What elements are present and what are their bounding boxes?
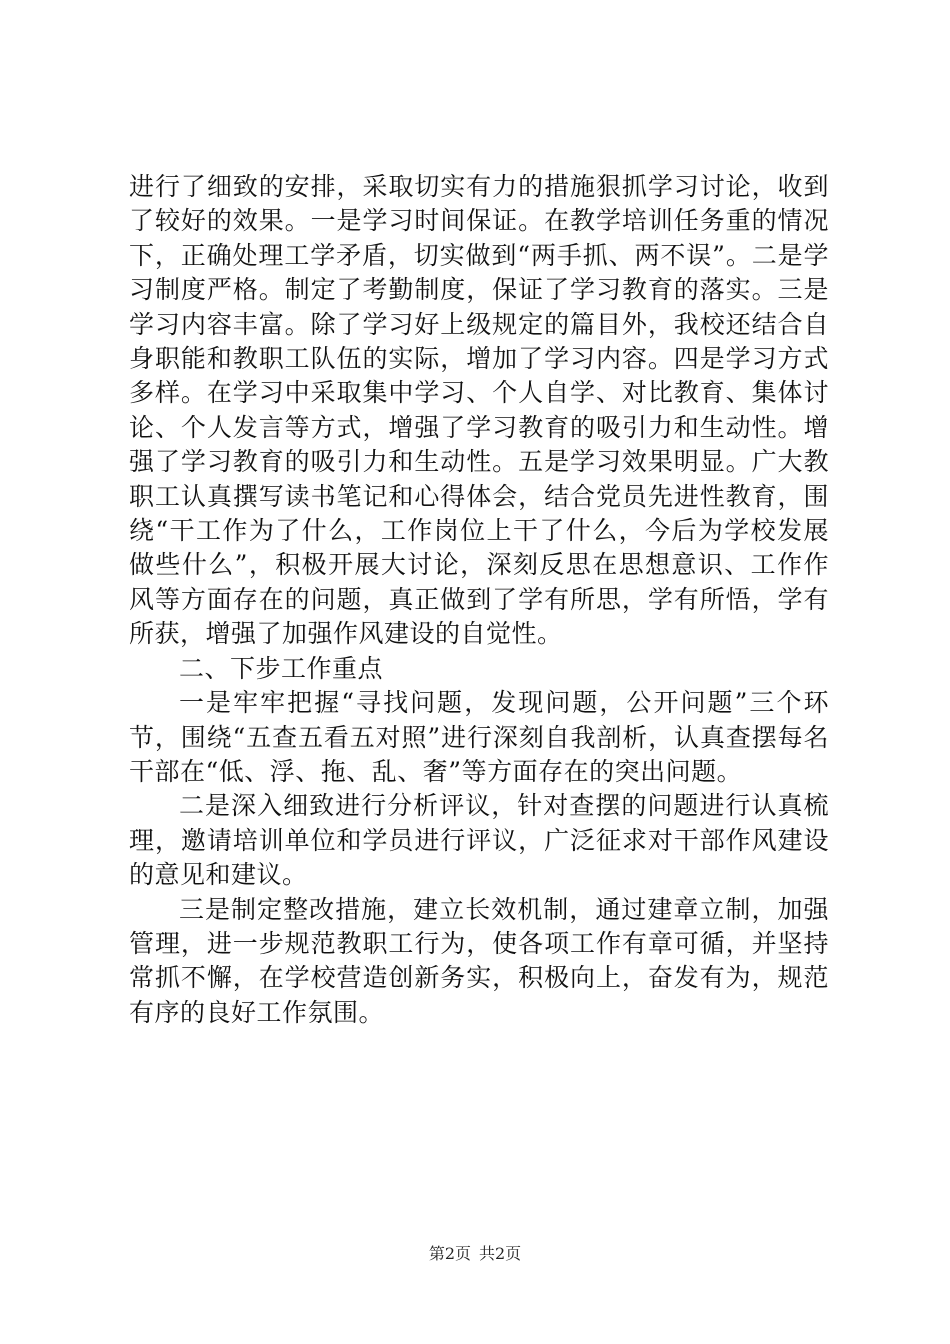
paragraph-step-three: 三是制定整改措施，建立长效机制，通过建章立制，加强管理，进一步规范教职工行为，使各项工作有章可循，并坚持常抓不懈，在学校营造创新务实，积极向上，奋发有为，规范有序的良好工作氛围。 bbox=[129, 894, 829, 1027]
page-total: 共2页 bbox=[479, 1244, 522, 1263]
section-heading-next-steps: 二、下步工作重点 bbox=[179, 653, 384, 683]
paragraph-step-one: 一是牢牢把握“寻找问题，发现问题，公开问题”三个环节，围绕“五查五看五对照”进行深刻自我剖析，认真查摆每名干部在“低、浮、拖、乱、奢”等方面存在的突出问题。 bbox=[129, 688, 829, 786]
paragraph-study-summary: 进行了细致的安排，采取切实有力的措施狠抓学习讨论，收到了较好的效果。一是学习时间保证。在教学培训任务重的情况下，正确处理工学矛盾，切实做到“两手抓、两不误”。二是学习制度严格。制定了考勤制度，保证了学习教育的落实。三是学习内容丰富。除了学习好上级规定的篇目外，我校还结合自身职能和教职工队伍的实际，增加了学习内容。四是学习方式多样。在学习中采取集中学习、个人自学、对比教育、集体讨论、个人发言等方式，增强了学习教育的吸引力和生动性。增强了学习教育的吸引力和生动性。五是学习效果明显。广大教职工认真撰写读书笔记和心得体会，结合党员先进性教育，围绕“干工作为了什么，工作岗位上干了什么，今后为学校发展做些什么”，积极开展大讨论，深刻反思在思想意识、工作作风等方面存在的问题，真正做到了学有所思，学有所悟，学有所获，增强了加强作风建设的自觉性。 bbox=[129, 172, 829, 649]
paragraph-step-two: 二是深入细致进行分析评议，针对查摆的问题进行认真梳理，邀请培训单位和学员进行评议，广泛征求对干部作风建设的意见和建议。 bbox=[129, 791, 829, 890]
document-body bbox=[129, 170, 829, 1030]
page-footer bbox=[0, 1244, 950, 1264]
page-number: 第2页 bbox=[428, 1244, 471, 1263]
